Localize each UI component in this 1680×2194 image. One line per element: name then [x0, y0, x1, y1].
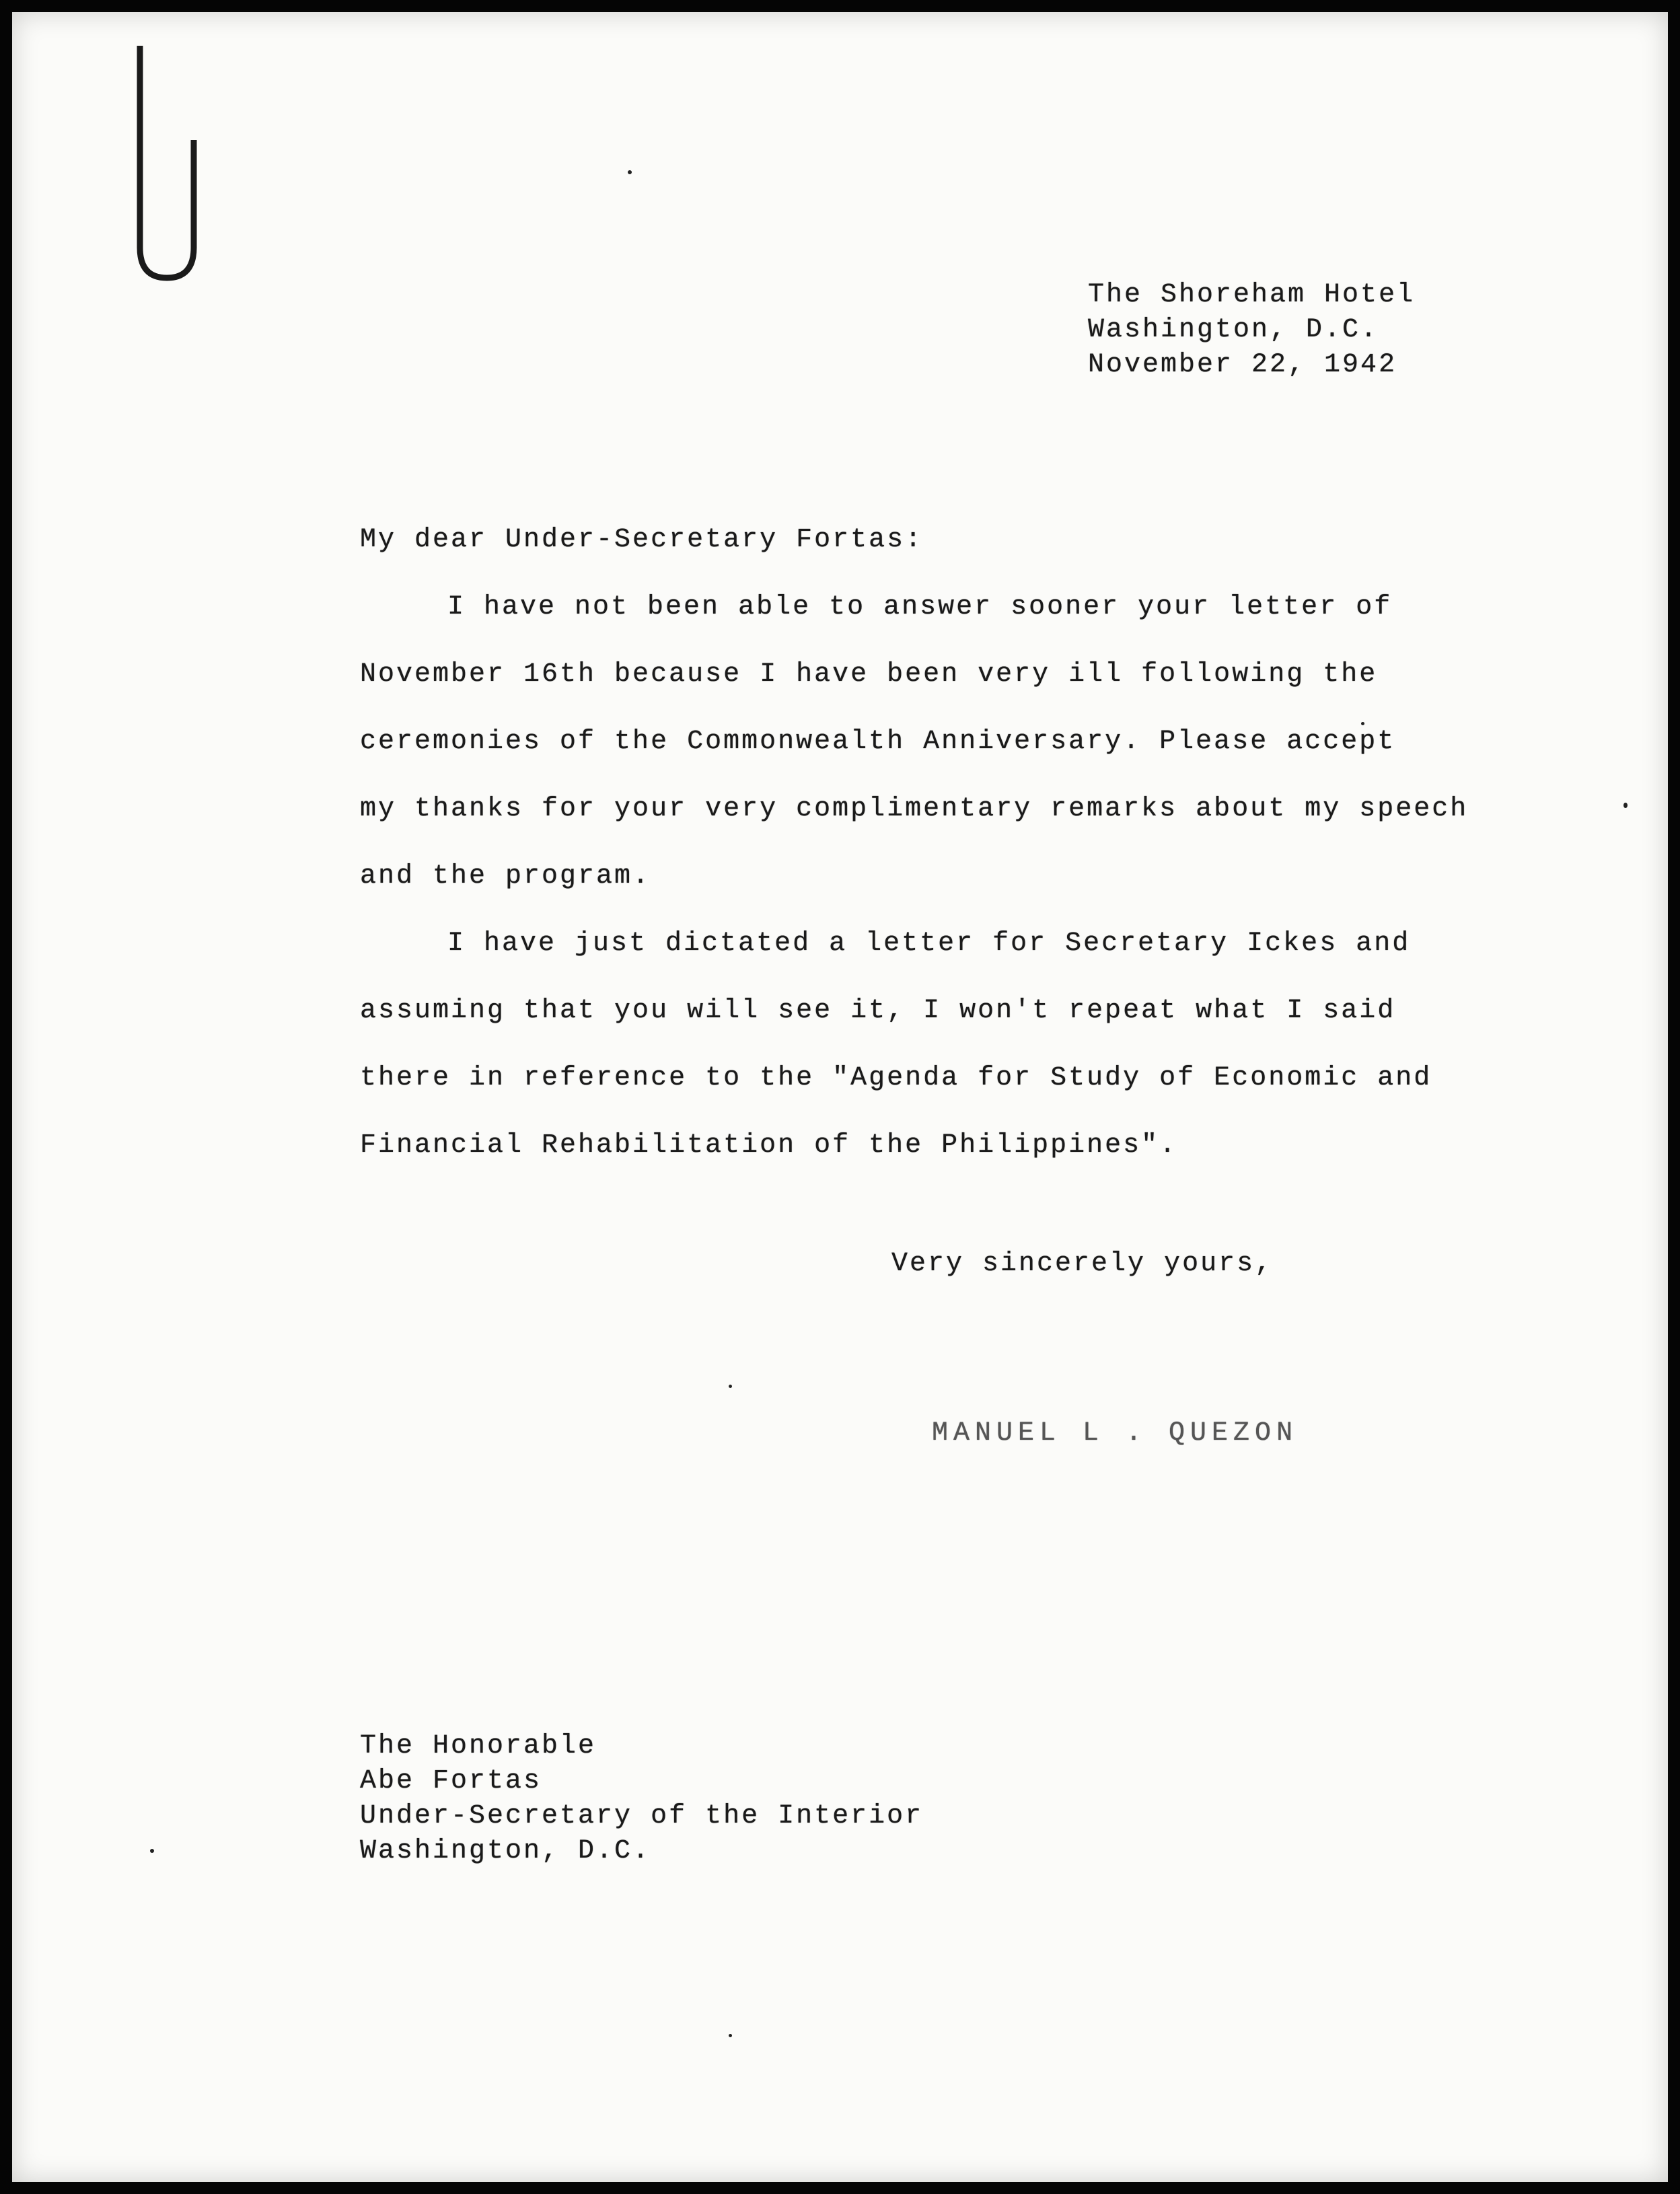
ink-speck	[729, 2034, 732, 2037]
paper-clip-mark	[133, 46, 200, 288]
paragraph1-line3: ceremonies of the Commonwealth Anniversary. Please accept	[360, 727, 1396, 757]
paragraph2-line4: Financial Rehabilitation of the Philippines".	[360, 1130, 1178, 1161]
salutation: My dear Under-Secretary Fortas:	[360, 525, 924, 555]
ink-speck	[628, 170, 632, 174]
paragraph2-line3: there in reference to the "Agenda for Study of Economic and	[360, 1063, 1432, 1093]
paragraph2-line2: assuming that you will see it, I won't repeat what I said	[360, 996, 1396, 1026]
letter-paper	[12, 12, 1668, 2182]
closing: Very sincerely yours,	[891, 1249, 1274, 1279]
ink-speck	[150, 1849, 154, 1853]
paragraph1-line1: I have not been able to answer sooner your letter of	[447, 592, 1393, 622]
address-line4: Washington, D.C.	[360, 1836, 651, 1866]
ink-speck	[729, 1385, 732, 1388]
letter-heading	[1088, 278, 1415, 383]
ink-speck	[1361, 722, 1364, 725]
signature: MANUEL L . QUEZON	[932, 1418, 1299, 1449]
paragraph1-line5: and the program.	[360, 861, 651, 891]
paragraph1-line2: November 16th because I have been very ill following the	[360, 659, 1378, 690]
ink-speck	[1623, 803, 1628, 808]
heading-date: November 22, 1942	[1088, 350, 1397, 380]
heading-hotel: The Shoreham Hotel	[1088, 280, 1416, 310]
address-line3: Under-Secretary of the Interior	[360, 1801, 924, 1831]
paragraph2-line1: I have just dictated a letter for Secretary Ickes and	[447, 928, 1411, 959]
address-line1: The Honorable	[360, 1731, 597, 1761]
inside-address	[360, 1729, 923, 1869]
heading-city: Washington, D.C.	[1088, 315, 1379, 345]
paragraph1-line4: my thanks for your very complimentary remarks about my speech	[360, 794, 1469, 824]
address-line2: Abe Fortas	[360, 1766, 542, 1796]
